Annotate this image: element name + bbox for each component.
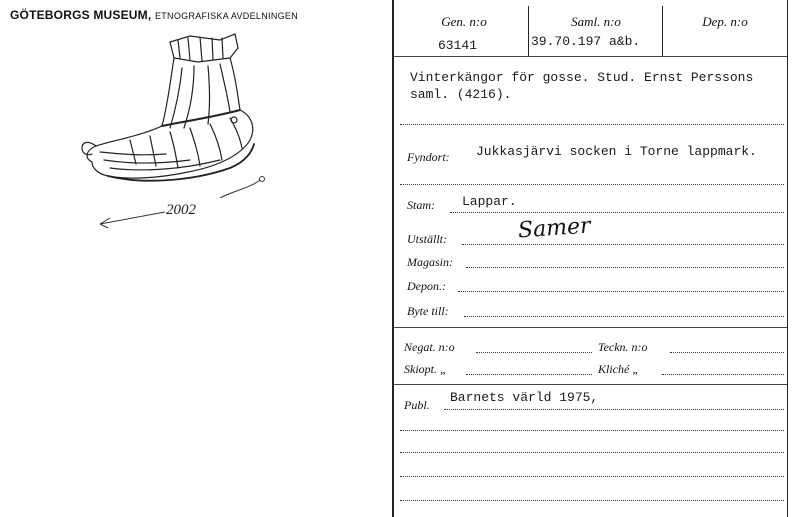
kliche-dotted-line	[662, 374, 784, 375]
card-right-border	[787, 0, 788, 517]
fyndort-value: Jukkasjärvi socken i Torne lappmark.	[476, 144, 757, 159]
publ-divider-rule	[394, 384, 787, 385]
teckn-dotted-line	[670, 352, 784, 353]
publ-label: Publ.	[404, 398, 430, 412]
stam-label: Stam:	[407, 198, 435, 212]
depon-dotted-line	[458, 291, 784, 292]
dep-no-label: Dep. n:o	[702, 14, 748, 29]
publ-dotted-line-5	[400, 500, 784, 501]
gen-no-value: 63141	[438, 38, 478, 53]
skiopt-label: Skiopt. „	[404, 362, 447, 376]
card-left-border	[392, 0, 394, 517]
utstallt-handwritten-value: Samer	[517, 213, 592, 244]
fyndort-label: Fyndort:	[407, 150, 450, 164]
publ-dotted-line-3	[400, 452, 784, 453]
stam-dotted-line	[450, 212, 784, 213]
publ-dotted-line-1	[444, 409, 784, 410]
gen-no-label: Gen. n:o	[441, 14, 487, 29]
negat-dotted-line	[476, 352, 592, 353]
byte-till-label: Byte till:	[407, 304, 449, 318]
museum-name: GÖTEBORGS MUSEUM,	[10, 8, 152, 22]
depon-label: Depon.:	[407, 279, 446, 293]
fyndort-dotted-line-2	[400, 184, 784, 185]
kliche-label: Kliché „	[598, 362, 639, 376]
magasin-dotted-line	[466, 267, 784, 268]
boot-sketch-image	[70, 28, 270, 238]
skiopt-dotted-line	[466, 374, 592, 375]
description-dotted-line	[400, 124, 784, 125]
utstallt-dotted-line	[462, 244, 784, 245]
publ-dotted-line-2	[400, 430, 784, 431]
saml-dep-divider	[662, 6, 663, 56]
negat-no-label: Negat. n:o	[404, 340, 455, 354]
stam-value: Lappar.	[462, 194, 517, 209]
publ-dotted-line-4	[400, 476, 784, 477]
saml-no-value: 39.70.197 a&b.	[531, 34, 641, 49]
publ-value: Barnets värld 1975,	[450, 390, 599, 405]
sketch-annotation: 2002	[166, 202, 196, 218]
description-line-2: saml. (4216).	[410, 87, 512, 102]
description-line-1: Vinterkängor för gosse. Stud. Ernst Perssons	[410, 70, 754, 85]
teckn-no-label: Teckn. n:o	[598, 340, 648, 354]
section-divider-rule	[394, 327, 787, 328]
utstallt-label: Utställt:	[407, 232, 448, 246]
header-row-bottom-rule	[394, 56, 787, 57]
magasin-label: Magasin:	[407, 255, 453, 269]
department-name: ETNOGRAFISKA AVDELNINGEN	[154, 11, 299, 21]
byte-till-dotted-line	[464, 316, 784, 317]
gen-saml-divider	[528, 6, 529, 56]
museum-header	[10, 8, 298, 22]
saml-no-label: Saml. n:o	[571, 14, 621, 29]
